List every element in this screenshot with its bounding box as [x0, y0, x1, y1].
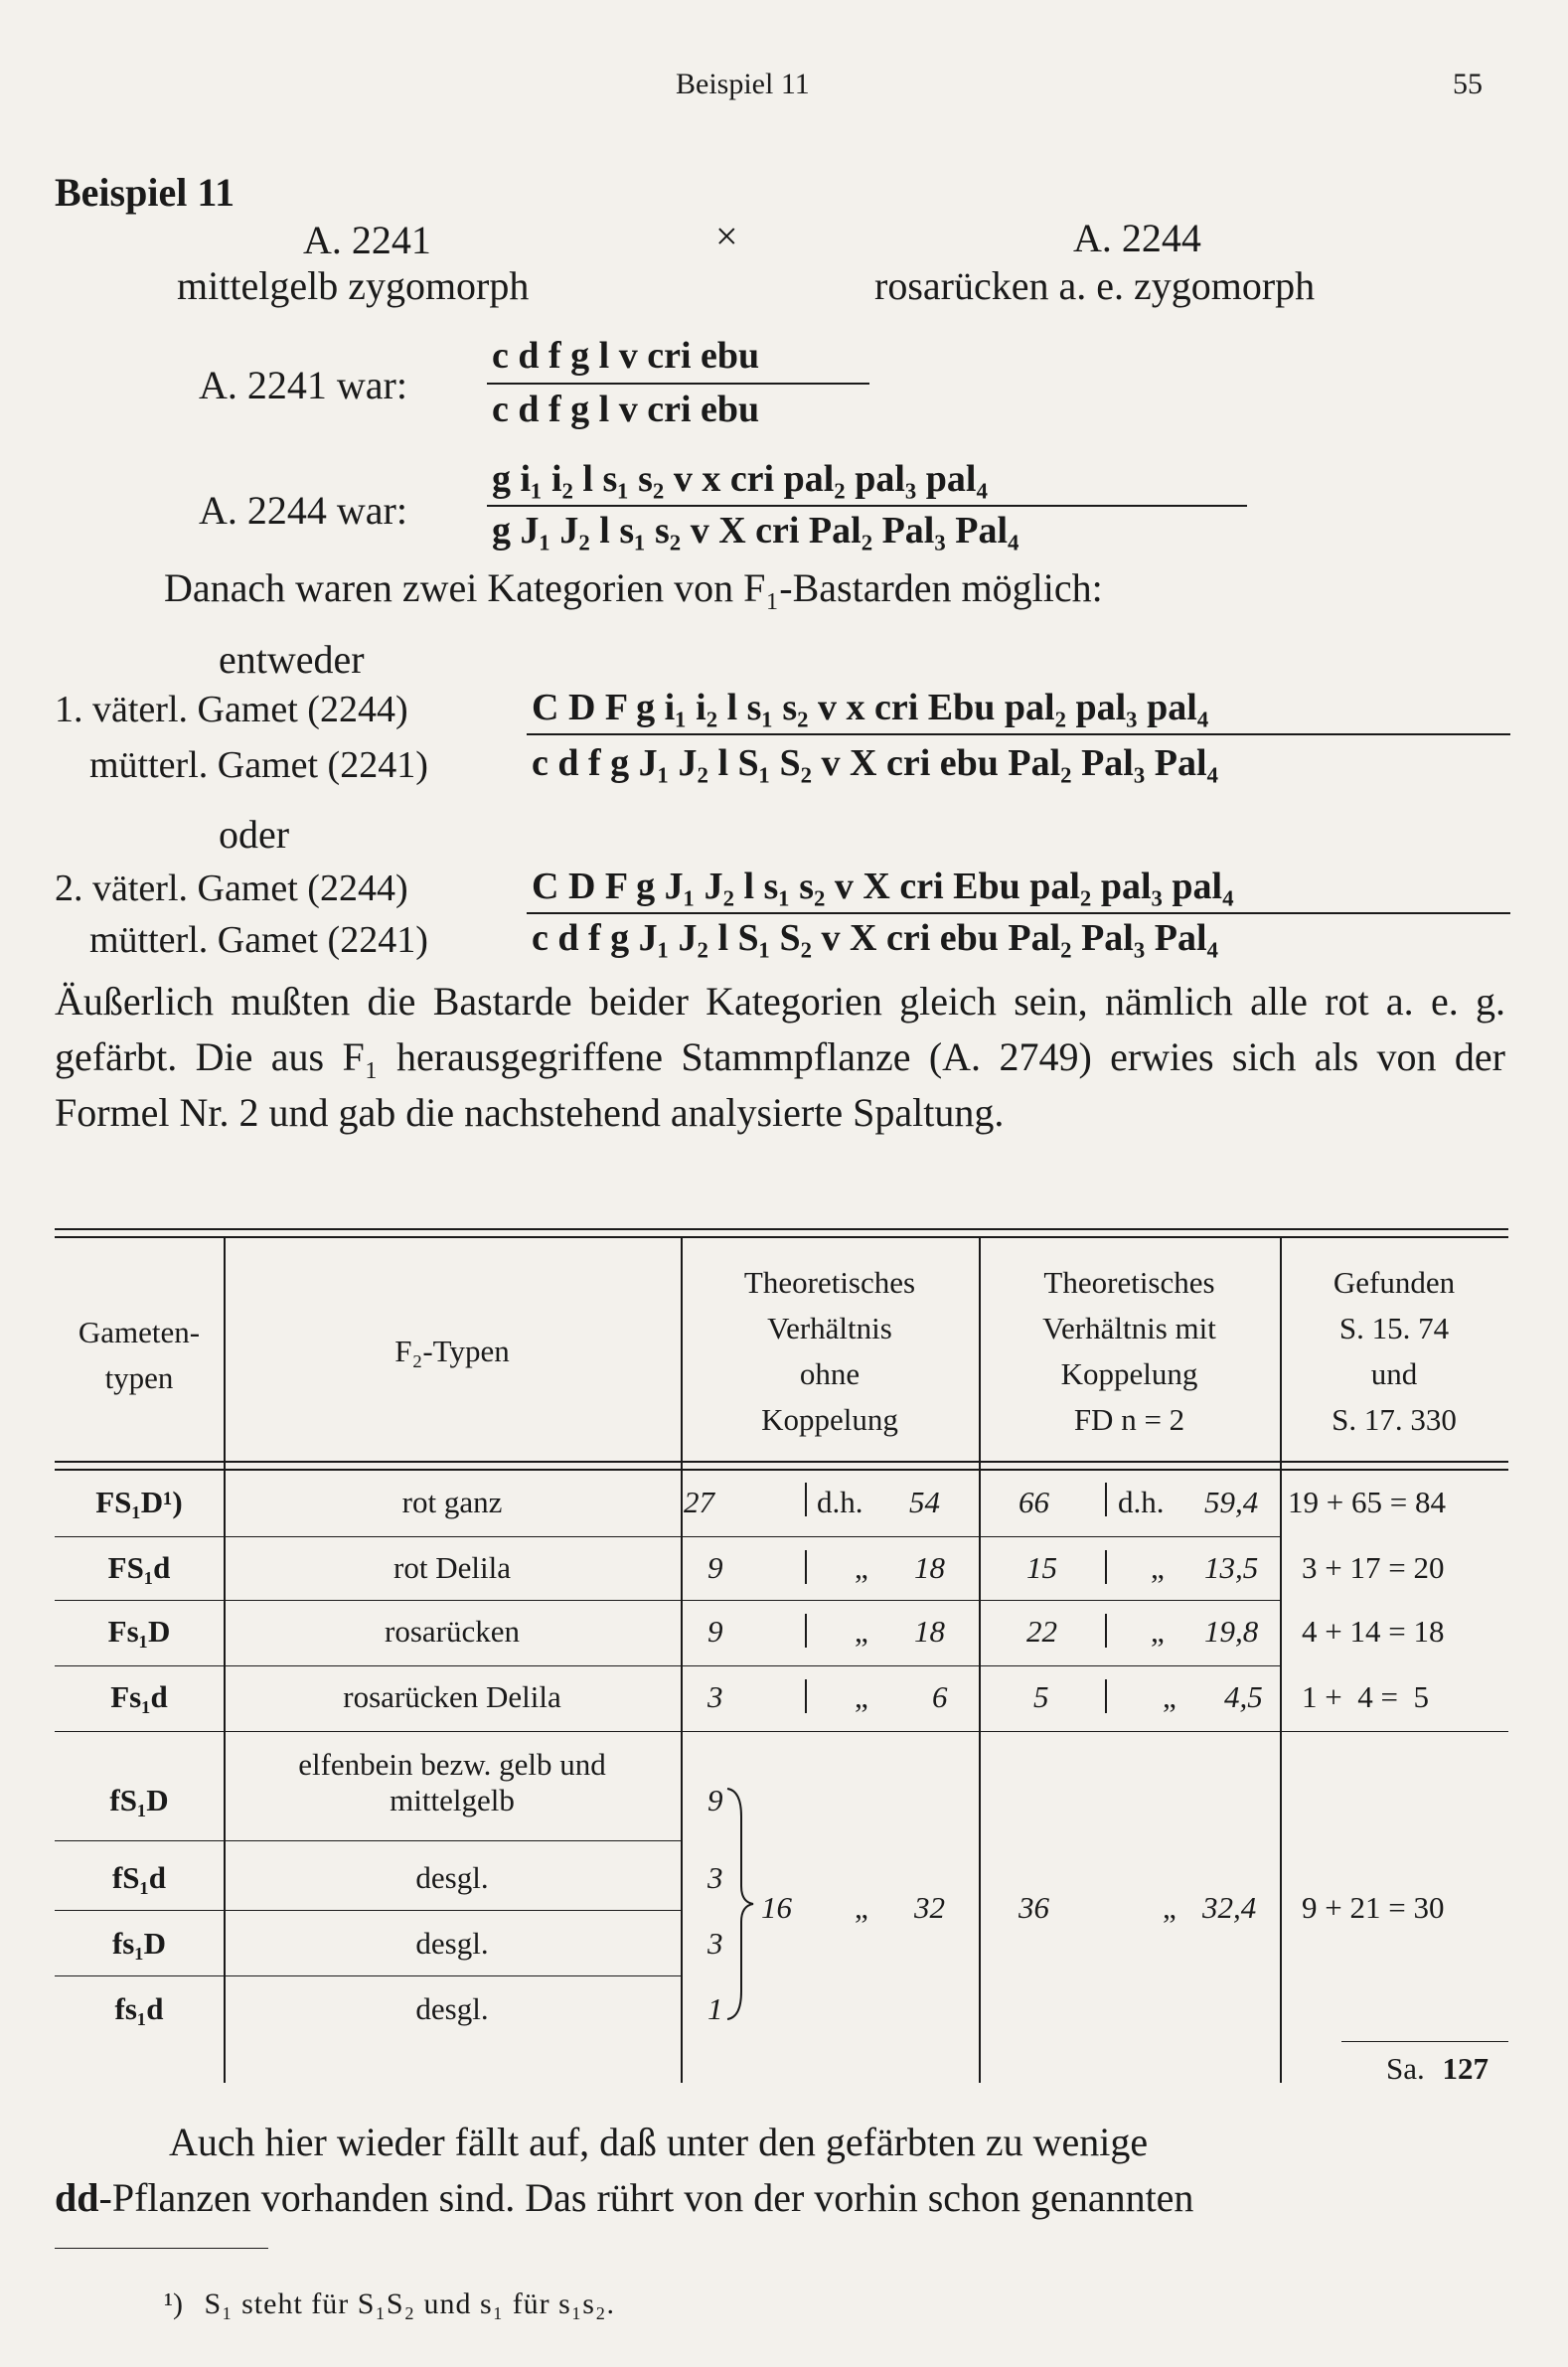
- group-dh-label: „: [855, 1890, 868, 1925]
- table-sub-rule: [805, 1614, 807, 1648]
- header-ohne-koppelung: [681, 1260, 979, 1443]
- table-top-rule-1: [55, 1228, 1508, 1230]
- group-found: 9 + 21 = 30: [1302, 1890, 1445, 1925]
- header-f2-typen: F₂-Typen: [394, 1334, 510, 1368]
- option2-bar: [527, 912, 1510, 914]
- row8-gamete: fs₁d: [114, 1991, 164, 2026]
- header-col4-line1: Theoretisches: [1043, 1265, 1215, 1300]
- row2-kopp-dh-value: 13,5: [1204, 1550, 1259, 1585]
- header-col1-line1: Gameten-: [78, 1315, 201, 1349]
- group-kopp-dh-value: 32,4: [1202, 1890, 1257, 1925]
- row2-kopp-dh-label: „: [1151, 1550, 1165, 1585]
- row-rule: [55, 1840, 681, 1841]
- header-gametentypen: [55, 1310, 224, 1401]
- header-col3-line4: Koppelung: [761, 1402, 898, 1437]
- row3-kopp: 22: [1026, 1614, 1057, 1649]
- paragraph-1: Äußerlich mußten die Bastarde beider Kategorien gleich sein, nämlich alle rot a. e. g. gefärbt. Die aus F₁ herausgegriffene Stammpflanze (A. 2749) erwies sich als von der Formel Nr. 2 und gab die nachstehend analysierte Spaltung.: [55, 979, 1505, 1135]
- option2-father-label: 2. väterl. Gamet (2244): [55, 868, 408, 909]
- paragraph-2-rest: -Pflanzen vorhanden sind. Das rührt von der vorhin schon genannten: [98, 2175, 1194, 2220]
- table-sub-rule: [805, 1550, 807, 1584]
- header-col5-line3: und: [1370, 1356, 1418, 1391]
- total-rule: [1341, 2041, 1508, 2042]
- table-header-rule-2: [55, 1469, 1508, 1471]
- intro-text: Danach waren zwei Kategorien von F₁-Bastarden möglich:: [164, 565, 1103, 610]
- row-rule: [55, 1731, 1508, 1732]
- row-rule: [55, 1600, 1282, 1601]
- formula-2244-bottom: g J₁ J₂ l s₁ s₂ v X cri Pal₂ Pal₃ Pal₄: [492, 510, 1019, 552]
- option1-father-formula: C D F g i₁ i₂ l s₁ s₂ v x cri Ebu pal₂ pal₃ pal₄: [532, 687, 1209, 728]
- option1-bar: [527, 733, 1510, 735]
- row3-dh-label: „: [855, 1614, 868, 1649]
- row3-kopp-dh-value: 19,8: [1204, 1614, 1259, 1649]
- cross-left-desc: mittelgelb zygomorph: [177, 263, 530, 308]
- row1-ratio: 27: [684, 1485, 714, 1519]
- entweder-text: entweder: [219, 637, 365, 682]
- page-number: 55: [1453, 68, 1483, 100]
- row4-gamete: Fs₁d: [110, 1679, 168, 1714]
- row4-ratio: 3: [707, 1679, 723, 1714]
- header-col5-line4: S. 17. 330: [1332, 1402, 1457, 1437]
- row1-gamete: FS₁D¹): [95, 1485, 183, 1519]
- header-col4-line3: Koppelung: [1060, 1356, 1198, 1391]
- row3-ratio: 9: [707, 1614, 723, 1649]
- group-dh-value: 32: [914, 1890, 945, 1925]
- group-brace: [723, 1787, 763, 2021]
- formula-2241-top: c d f g l v cri ebu: [492, 335, 760, 377]
- table-sub-rule: [1105, 1679, 1107, 1713]
- row-rule: [55, 1536, 1282, 1537]
- row6-gamete: fS₁d: [111, 1860, 167, 1895]
- header-col4-line2: Verhältnis mit: [1042, 1311, 1216, 1345]
- cross-left-id: A. 2241: [303, 218, 431, 262]
- header-col3-line2: Verhältnis: [767, 1311, 892, 1345]
- table-top-rule-2: [55, 1236, 1508, 1238]
- formula-2244-label: A. 2244 war:: [199, 488, 407, 533]
- header-mit-koppelung: [979, 1260, 1280, 1443]
- oder-text: oder: [219, 812, 290, 857]
- row3-kopp-dh-label: „: [1151, 1614, 1165, 1649]
- row4-dh-label: „: [855, 1679, 868, 1714]
- table-header-rule-1: [55, 1461, 1508, 1463]
- row3-found: 4 + 14 = 18: [1302, 1614, 1445, 1649]
- formula-2244-top: g i₁ i₂ l s₁ s₂ v x cri pal₂ pal₃ pal₄: [492, 458, 988, 500]
- paragraph-2-line1: Auch hier wieder fällt auf, daß unter den gefärbten zu wenige: [169, 2120, 1149, 2164]
- formula-2244-bar: [487, 505, 1247, 507]
- row1-kopp: 66: [1019, 1485, 1049, 1519]
- row1-kopp-dh-label: d.h.: [1118, 1485, 1165, 1519]
- row3-type: rosarücken: [385, 1614, 520, 1649]
- row7-type: desgl.: [415, 1926, 489, 1961]
- row2-dh-label: „: [855, 1550, 868, 1585]
- group-sum: 16: [761, 1890, 792, 1925]
- row5-type-line1: elfenbein bezw. gelb und: [298, 1747, 606, 1782]
- row3-gamete: Fs₁D: [107, 1614, 171, 1649]
- cross-symbol: ×: [715, 214, 738, 258]
- row6-type: desgl.: [415, 1860, 489, 1895]
- table-sub-rule: [805, 1679, 807, 1713]
- option1-father-label: 1. väterl. Gamet (2244): [55, 689, 408, 730]
- row4-kopp: 5: [1033, 1679, 1049, 1714]
- row2-dh-value: 18: [914, 1550, 945, 1585]
- formula-2241-label: A. 2241 war:: [199, 363, 407, 407]
- section-title: Beispiel 11: [55, 170, 235, 215]
- row1-dh-label: d.h.: [817, 1485, 863, 1519]
- total: [1386, 2051, 1489, 2087]
- row3-dh-value: 18: [914, 1614, 945, 1649]
- header-gefunden: [1280, 1260, 1508, 1443]
- footnote: [164, 2288, 615, 2321]
- option1-mother-label: mütterl. Gamet (2241): [89, 744, 428, 786]
- formula-2241-bar: [487, 383, 869, 385]
- row4-type: rosarücken Delila: [343, 1679, 561, 1714]
- row5-type: [224, 1747, 681, 1818]
- row1-type: rot ganz: [401, 1485, 503, 1519]
- header-col1-line2: typen: [104, 1360, 174, 1395]
- row1-dh-value: 54: [909, 1485, 940, 1519]
- row8-ratio: 1: [707, 1991, 723, 2026]
- row2-type: rot Delila: [393, 1550, 511, 1585]
- paragraph-2-bold: dd: [55, 2175, 99, 2220]
- row4-kopp-dh-value: 4,5: [1224, 1679, 1263, 1714]
- row1-found: 19 + 65 = 84: [1288, 1485, 1446, 1519]
- row4-dh-value: 6: [932, 1679, 948, 1714]
- row5-type-line2: mittelgelb: [390, 1783, 515, 1817]
- table-sub-rule: [1105, 1614, 1107, 1648]
- row7-gamete: fs₁D: [111, 1926, 167, 1961]
- footnote-marker: ¹): [164, 2288, 183, 2320]
- row4-kopp-dh-label: „: [1163, 1679, 1176, 1714]
- row2-ratio: 9: [707, 1550, 723, 1585]
- cross-right-id: A. 2244: [1073, 216, 1201, 260]
- total-value: 127: [1442, 2051, 1489, 2086]
- option2-father-formula: C D F g J₁ J₂ l s₁ s₂ v X cri Ebu pal₂ pal₃ pal₄: [532, 866, 1234, 907]
- option2-mother-formula: c d f g J₁ J₂ l S₁ S₂ v X cri ebu Pal₂ Pal₃ Pal₄: [532, 917, 1218, 959]
- table-sub-rule: [1105, 1483, 1107, 1516]
- row2-kopp: 15: [1026, 1550, 1057, 1585]
- row8-type: desgl.: [415, 1991, 489, 2026]
- group-kopp: 36: [1019, 1890, 1049, 1925]
- header-col4-line4: FD n = 2: [1073, 1402, 1185, 1437]
- row5-gamete: fS₁D: [109, 1783, 169, 1817]
- table-sub-rule: [805, 1483, 807, 1516]
- row2-found: 3 + 17 = 20: [1302, 1550, 1445, 1585]
- group-kopp-dh-label: „: [1163, 1890, 1176, 1925]
- running-title: Beispiel 11: [676, 68, 810, 100]
- row-rule: [55, 1975, 681, 1976]
- row-rule: [55, 1665, 1282, 1666]
- total-label: Sa.: [1386, 2051, 1425, 2086]
- row4-found: 1 + 4 = 5: [1302, 1679, 1429, 1714]
- row6-ratio: 3: [707, 1860, 723, 1895]
- cross-right-desc: rosarücken a. e. zygomorph: [874, 263, 1316, 308]
- row1-kopp-dh-value: 59,4: [1204, 1485, 1259, 1519]
- option2-mother-label: mütterl. Gamet (2241): [89, 919, 428, 961]
- header-col3-line3: ohne: [799, 1356, 861, 1391]
- header-col3-line1: Theoretisches: [743, 1265, 916, 1300]
- header-col5-line1: Gefunden: [1333, 1265, 1456, 1300]
- paragraph-2-line2: [55, 2174, 1193, 2221]
- row5-ratio: 9: [707, 1783, 723, 1817]
- table-sub-rule: [1105, 1550, 1107, 1584]
- row-rule: [55, 1910, 681, 1911]
- footnote-rule: [55, 2248, 268, 2249]
- formula-2241-bottom: c d f g l v cri ebu: [492, 389, 760, 430]
- row7-ratio: 3: [707, 1926, 723, 1961]
- option1-mother-formula: c d f g J₁ J₂ l S₁ S₂ v X cri ebu Pal₂ Pal₃ Pal₄: [532, 742, 1218, 784]
- footnote-text: S₁ steht für S₁S₂ und s₁ für s₁s₂.: [204, 2288, 615, 2320]
- header-col5-line2: S. 15. 74: [1338, 1311, 1450, 1345]
- row2-gamete: FS₁d: [107, 1550, 171, 1585]
